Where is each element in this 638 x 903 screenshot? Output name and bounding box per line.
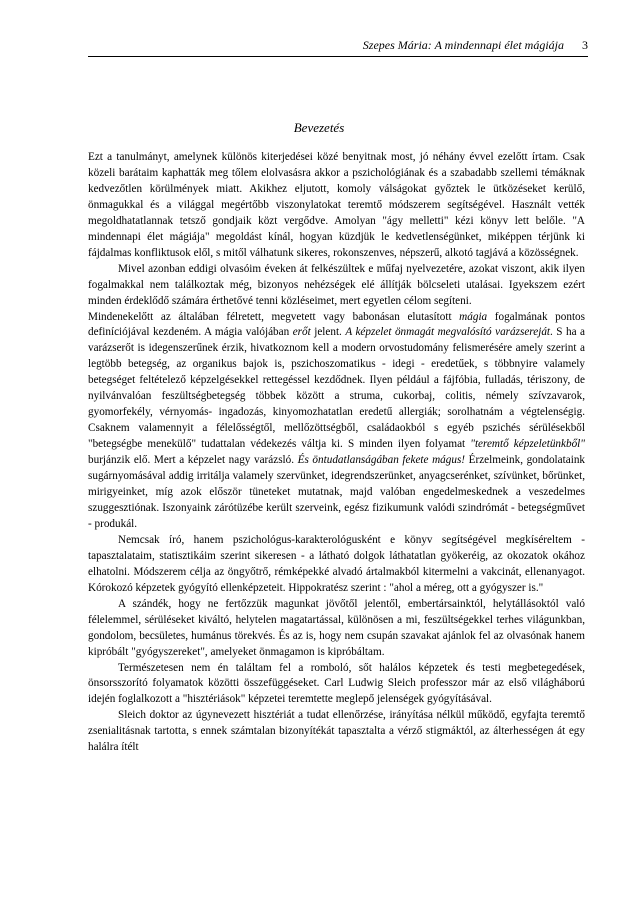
text-run: A szándék, hogy ne fertőzzük magunkat jövőtől jelentől, embertársainktól, helytállásoktól való félelemmel, sérüléseket kiváltó, helytelen magatartással, különösen a mi, feszültségekkel terhes világunkban, gondolom, becsületes, humánus törekvés. És az is, hogy nem csupán szavakat ajánlok fel az olvasónak hanem kipróbált "gyógyszereket", amelyeket önmagamon is kipróbáltam. (88, 597, 585, 658)
paragraph (88, 661, 585, 709)
paragraph (88, 597, 585, 661)
paragraph (88, 150, 585, 262)
text-run: burjánzik elő. Mert a képzelet nagy varázsló. (88, 454, 298, 467)
text-run: Nemcsak író, hanem pszichológus-karakterológusként e könyv segítségével megkíséreltem - tapasztalataim, statisztikáim szerint sikeresen - a látható dolgok láthatatlan gyökeréig, az okozatok okához elhatolni. Módszerem célja az öngyőtrő, rémképekké alvadó ártalmakból kitermelni a vakcinát, ellenanyagot. Kórokozó képzetek gyógyító ellenképzeteit. Hippokratész szerint : "ahol a méreg, ott a gyógyszer is." (88, 533, 585, 594)
text-run: Érzelmeink, gondolataink sugárnyomásával addig irritálja valamely szervünket, idegrendszerünket, anyagcserénket, szívünket, bőrünket, mirigyeinket, míg azok először tüneteket mutatnak, majd valóban engedelmeskednek a veszedelmes szuggesztiónak. Iszonyaink zárótüzébe került szerveink, egész fizikumunk valódi szindrómát - betegségművet - produkál. (88, 454, 586, 530)
text-run: . S ha a varázserőt is idegenszerűnek érzik, hivatkoznom kell a modern orvostudomány felismerésére amely szerint a legtöbb betegség, az organikus bajok is, pszichoszomatikus - idegi - eredetűek, s többnyire valamely betegséget feltételező képzelgésekkel rettegéssel kezdődnek. Ilyen például a fájfóbia, fulladás, tériszony, de nyilvánvalóan feszültségbetegség többek között a struma, cukorbaj, colitis, némely szívzavarok, gyomorfekély, vérnyomás- ingadozás, kinyomozhatatlan eredetű allergiák; sorolhatnám a végtelenségig. Csaknem valamennyit a félelősségtől, mellőzöttségből, családaokból s egyéb pszichés sérülésekből "betegségbe menekülő" tudattalan védekezés váltja ki. S minden ilyen folyamat (88, 326, 586, 451)
text-run: Sleich doktor az úgynevezett hisztériát a tudat ellenőrzése, irányítása nélkül működő, egyfajta teremtő zsenialitásnak tartotta, s ennek számtalan bizonyítékát tapasztalta a vérző stigmáktól, az álterhességen át egy halálra ítélt (88, 709, 585, 754)
page-number: 3 (582, 38, 588, 52)
text-run: jelent. (310, 326, 346, 339)
italic-run: És öntudatlanságában fekete mágus! (297, 454, 466, 467)
paragraph (88, 310, 585, 533)
italic-run: erőt (292, 326, 311, 339)
running-title: Szepes Mária: A mindennapi élet mágiája (362, 38, 564, 52)
text-run: Ezt a tanulmányt, amelynek különös kiterjedései közé benyitnak most, jó néhány évvel ezelőtt írtam. Csak közeli barátaim kaphatták meg tőlem elolvasásra akkor a pszichológiának és a szabadabb szellemi témáknak kedvezőtlen körülmények miatt. Akikhez eljutott, komoly válságokat győztek le ütközéseket kerülő, önmagukkal és a világgal megértőbb viszonylatokat teremtő módszerem segítségével. Használt vették megoldhatatlannak tetsző gondjaik közt vergődve. Amolyan "ágy melletti" kézi könyv lett belőle. "A mindennapi élet mágiája" megoldást kínál, hogyan küzdjük le kedvetlenségünket, miképpen térjünk ki fájdalmas konfliktusok elől, s mitől válhatunk sikeres, rokonszenves, népszerű, alkotó tagjává a közösségnek. (88, 151, 585, 259)
italic-run: A képzelet önmagát megvalósító varázsereját (345, 326, 551, 339)
section-title: Bevezetés (293, 120, 345, 135)
italic-run: "teremtő képzeletünkből" (470, 438, 585, 451)
header-rule (88, 56, 588, 57)
paragraph (88, 262, 585, 310)
paragraph (88, 708, 585, 756)
text-run: fogalmának pontos definíciójával kezdeném. A mágia valójában (88, 310, 585, 339)
body-text (88, 150, 585, 756)
paragraph (88, 533, 585, 597)
text-run: Mivel azonban eddigi olvasóim éveken át felkészültek e műfaj nyelvezetére, azokat viszont, akik ilyen fogalmakkal nem találkoztak még, bizonyos nehézségek elé állítják bölcseleti utalásai. Igyekszem ezért minden érdeklődő számára érthetővé tenni közléseimet, mert egyetlen célom segíteni. (88, 262, 585, 307)
italic-run: mágia (459, 310, 488, 323)
text-run: Természetesen nem én találtam fel a romboló, sőt halálos képzetek és testi megbetegedések, önsorsszorító folyamatok közötti összefüggéseket. Carl Ludwig Sleich professzor már az első világháború idején foglalkozott a "hisztériások" képzetei teremtette meglepő jelenségek gyógyításával. (88, 661, 585, 706)
text-run: Mindenekelőtt az általában félretett, megvetett vagy babonásan elutasított (88, 310, 460, 323)
